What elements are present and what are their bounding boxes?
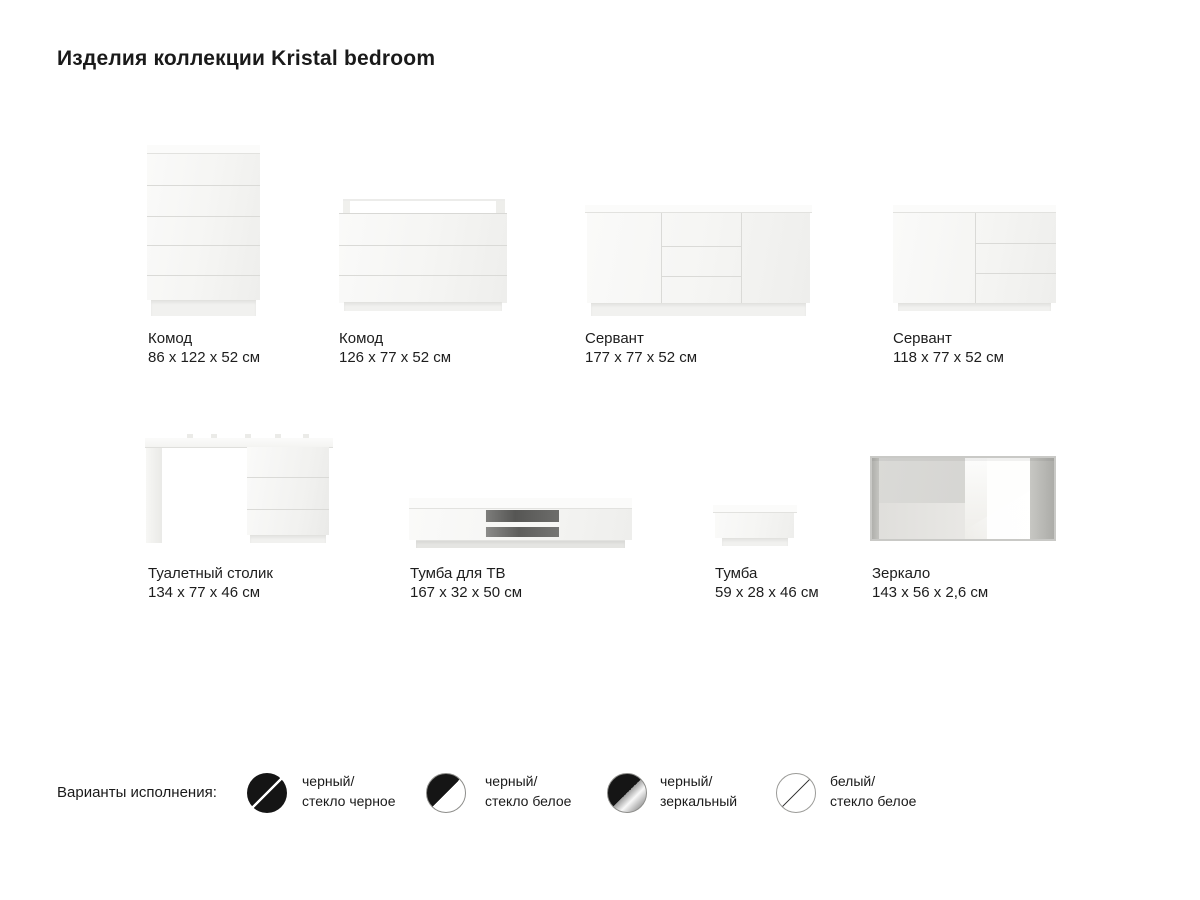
product-figure-sideboard-large [585, 205, 812, 315]
swatch-black-white-glass-icon [426, 773, 466, 813]
swatch-black-black-glass-icon [247, 773, 287, 813]
variant-line2: стекло черное [302, 793, 396, 809]
product-dims: 134 x 77 x 46 см [148, 584, 261, 601]
product-figure-tv-stand [409, 498, 632, 547]
product-dims: 118 x 77 x 52 см [893, 349, 1004, 366]
product-label [148, 330, 260, 367]
product-dims: 177 x 77 x 52 см [585, 349, 698, 366]
product-figure-sideboard-small [893, 205, 1056, 310]
product-dims: 126 x 77 x 52 см [339, 349, 452, 366]
variant-option-label [830, 771, 916, 811]
variant-option-label [660, 771, 737, 811]
product-dims: 86 x 122 x 52 см [148, 349, 261, 366]
swatch-white-white-glass-icon [776, 773, 816, 813]
product-figure-chest-tall [147, 145, 260, 315]
product-label [339, 330, 451, 367]
product-name: Сервант [893, 330, 952, 347]
variants-label: Варианты исполнения: [57, 784, 217, 801]
product-dims: 167 x 32 x 50 см [410, 584, 523, 601]
tv-stand-open-shelf [485, 510, 560, 537]
product-name: Тумба [715, 565, 758, 582]
product-label [893, 330, 1004, 367]
product-name: Тумба для ТВ [410, 565, 506, 582]
product-label [148, 565, 273, 602]
product-name: Сервант [585, 330, 644, 347]
variant-option-label [485, 771, 571, 811]
product-label [715, 565, 819, 602]
product-figure-nightstand [713, 505, 797, 545]
product-name: Комод [148, 330, 193, 347]
variant-line2: стекло белое [830, 793, 917, 809]
variant-line1: черный/ [302, 773, 355, 789]
product-name: Туалетный столик [148, 565, 273, 582]
variant-line2: зеркальный [660, 793, 738, 809]
variant-line1: черный/ [485, 773, 538, 789]
product-figure-chest-wide [339, 199, 507, 310]
product-dims: 59 x 28 x 46 см [715, 584, 819, 601]
product-figure-dressing-table [145, 433, 333, 543]
variant-line1: черный/ [660, 773, 713, 789]
product-label [585, 330, 697, 367]
product-label [872, 565, 988, 602]
product-name: Комод [339, 330, 384, 347]
product-dims: 143 x 56 x 2,6 см [872, 584, 989, 601]
variant-option-label [302, 771, 396, 811]
product-name: Зеркало [872, 565, 931, 582]
product-label [410, 565, 522, 602]
swatch-black-mirror-icon [607, 773, 647, 813]
variant-line2: стекло белое [485, 793, 572, 809]
product-figure-mirror [870, 456, 1056, 541]
page-title: Изделия коллекции Kristal bedroom [57, 47, 436, 70]
variant-line1: белый/ [830, 773, 876, 789]
